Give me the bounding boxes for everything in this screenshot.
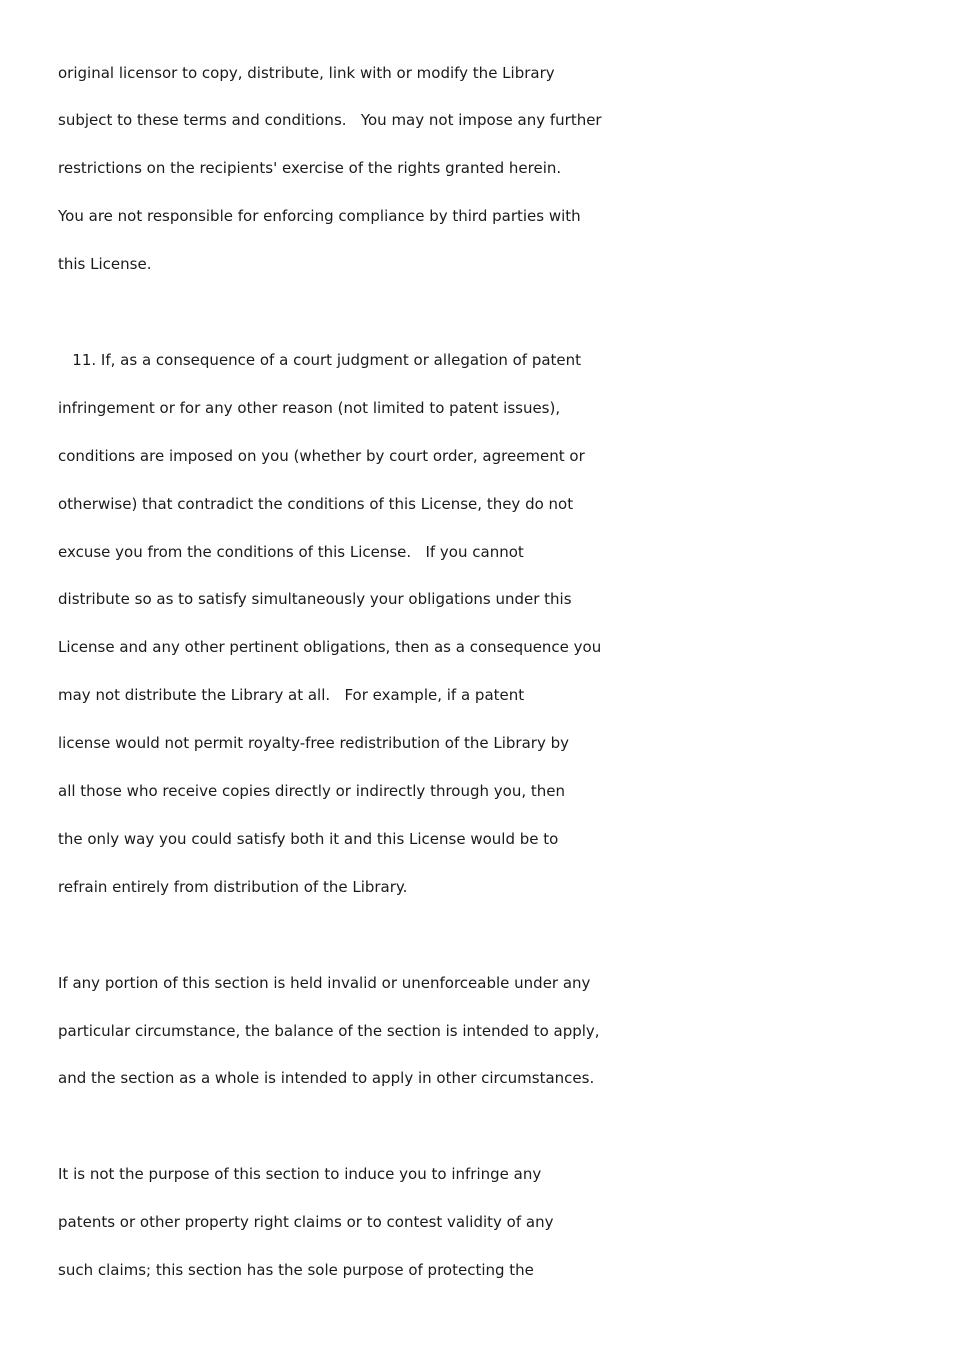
text-line: the only way you could satisfy both it and this License would be to (58, 830, 559, 848)
text-line: refrain entirely from distribution of the Library. (58, 878, 408, 896)
text-line: It is not the purpose of this section to induce you to infringe any (58, 1165, 542, 1183)
text-line: If any portion of this section is held invalid or unenforceable under any (58, 974, 591, 992)
text-line: and the section as a whole is intended to apply in other circumstances. (58, 1069, 595, 1087)
text-line: infringement or for any other reason (not limited to patent issues), (58, 399, 561, 417)
text-line: You are not responsible for enforcing compliance by third parties with (58, 207, 581, 225)
text-line: such claims; this section has the sole purpose of protecting the (58, 1261, 534, 1279)
text-line: subject to these terms and conditions. You may not impose any further (58, 111, 602, 129)
text-line: particular circumstance, the balance of the section is intended to apply, (58, 1022, 600, 1040)
text-line: otherwise) that contradict the conditions of this License, they do not (58, 495, 574, 513)
text-line: 11. If, as a consequence of a court judgment or allegation of patent (58, 351, 582, 369)
text-line: License and any other pertinent obligations, then as a consequence you (58, 638, 602, 656)
text-line: may not distribute the Library at all. For example, if a patent (58, 686, 525, 704)
text-line: conditions are imposed on you (whether by court order, agreement or (58, 447, 585, 465)
text-line: restrictions on the recipients' exercise of the rights granted herein. (58, 159, 562, 177)
text-line: excuse you from the conditions of this License. If you cannot (58, 543, 524, 561)
text-line: license would not permit royalty-free redistribution of the Library by (58, 734, 569, 752)
text-line: original licensor to copy, distribute, link with or modify the Library (58, 64, 555, 82)
text-line: all those who receive copies directly or indirectly through you, then (58, 782, 566, 800)
text-line: patents or other property right claims or to contest validity of any (58, 1213, 554, 1231)
text-line: distribute so as to satisfy simultaneously your obligations under this (58, 590, 572, 608)
text-line: this License. (58, 255, 152, 273)
